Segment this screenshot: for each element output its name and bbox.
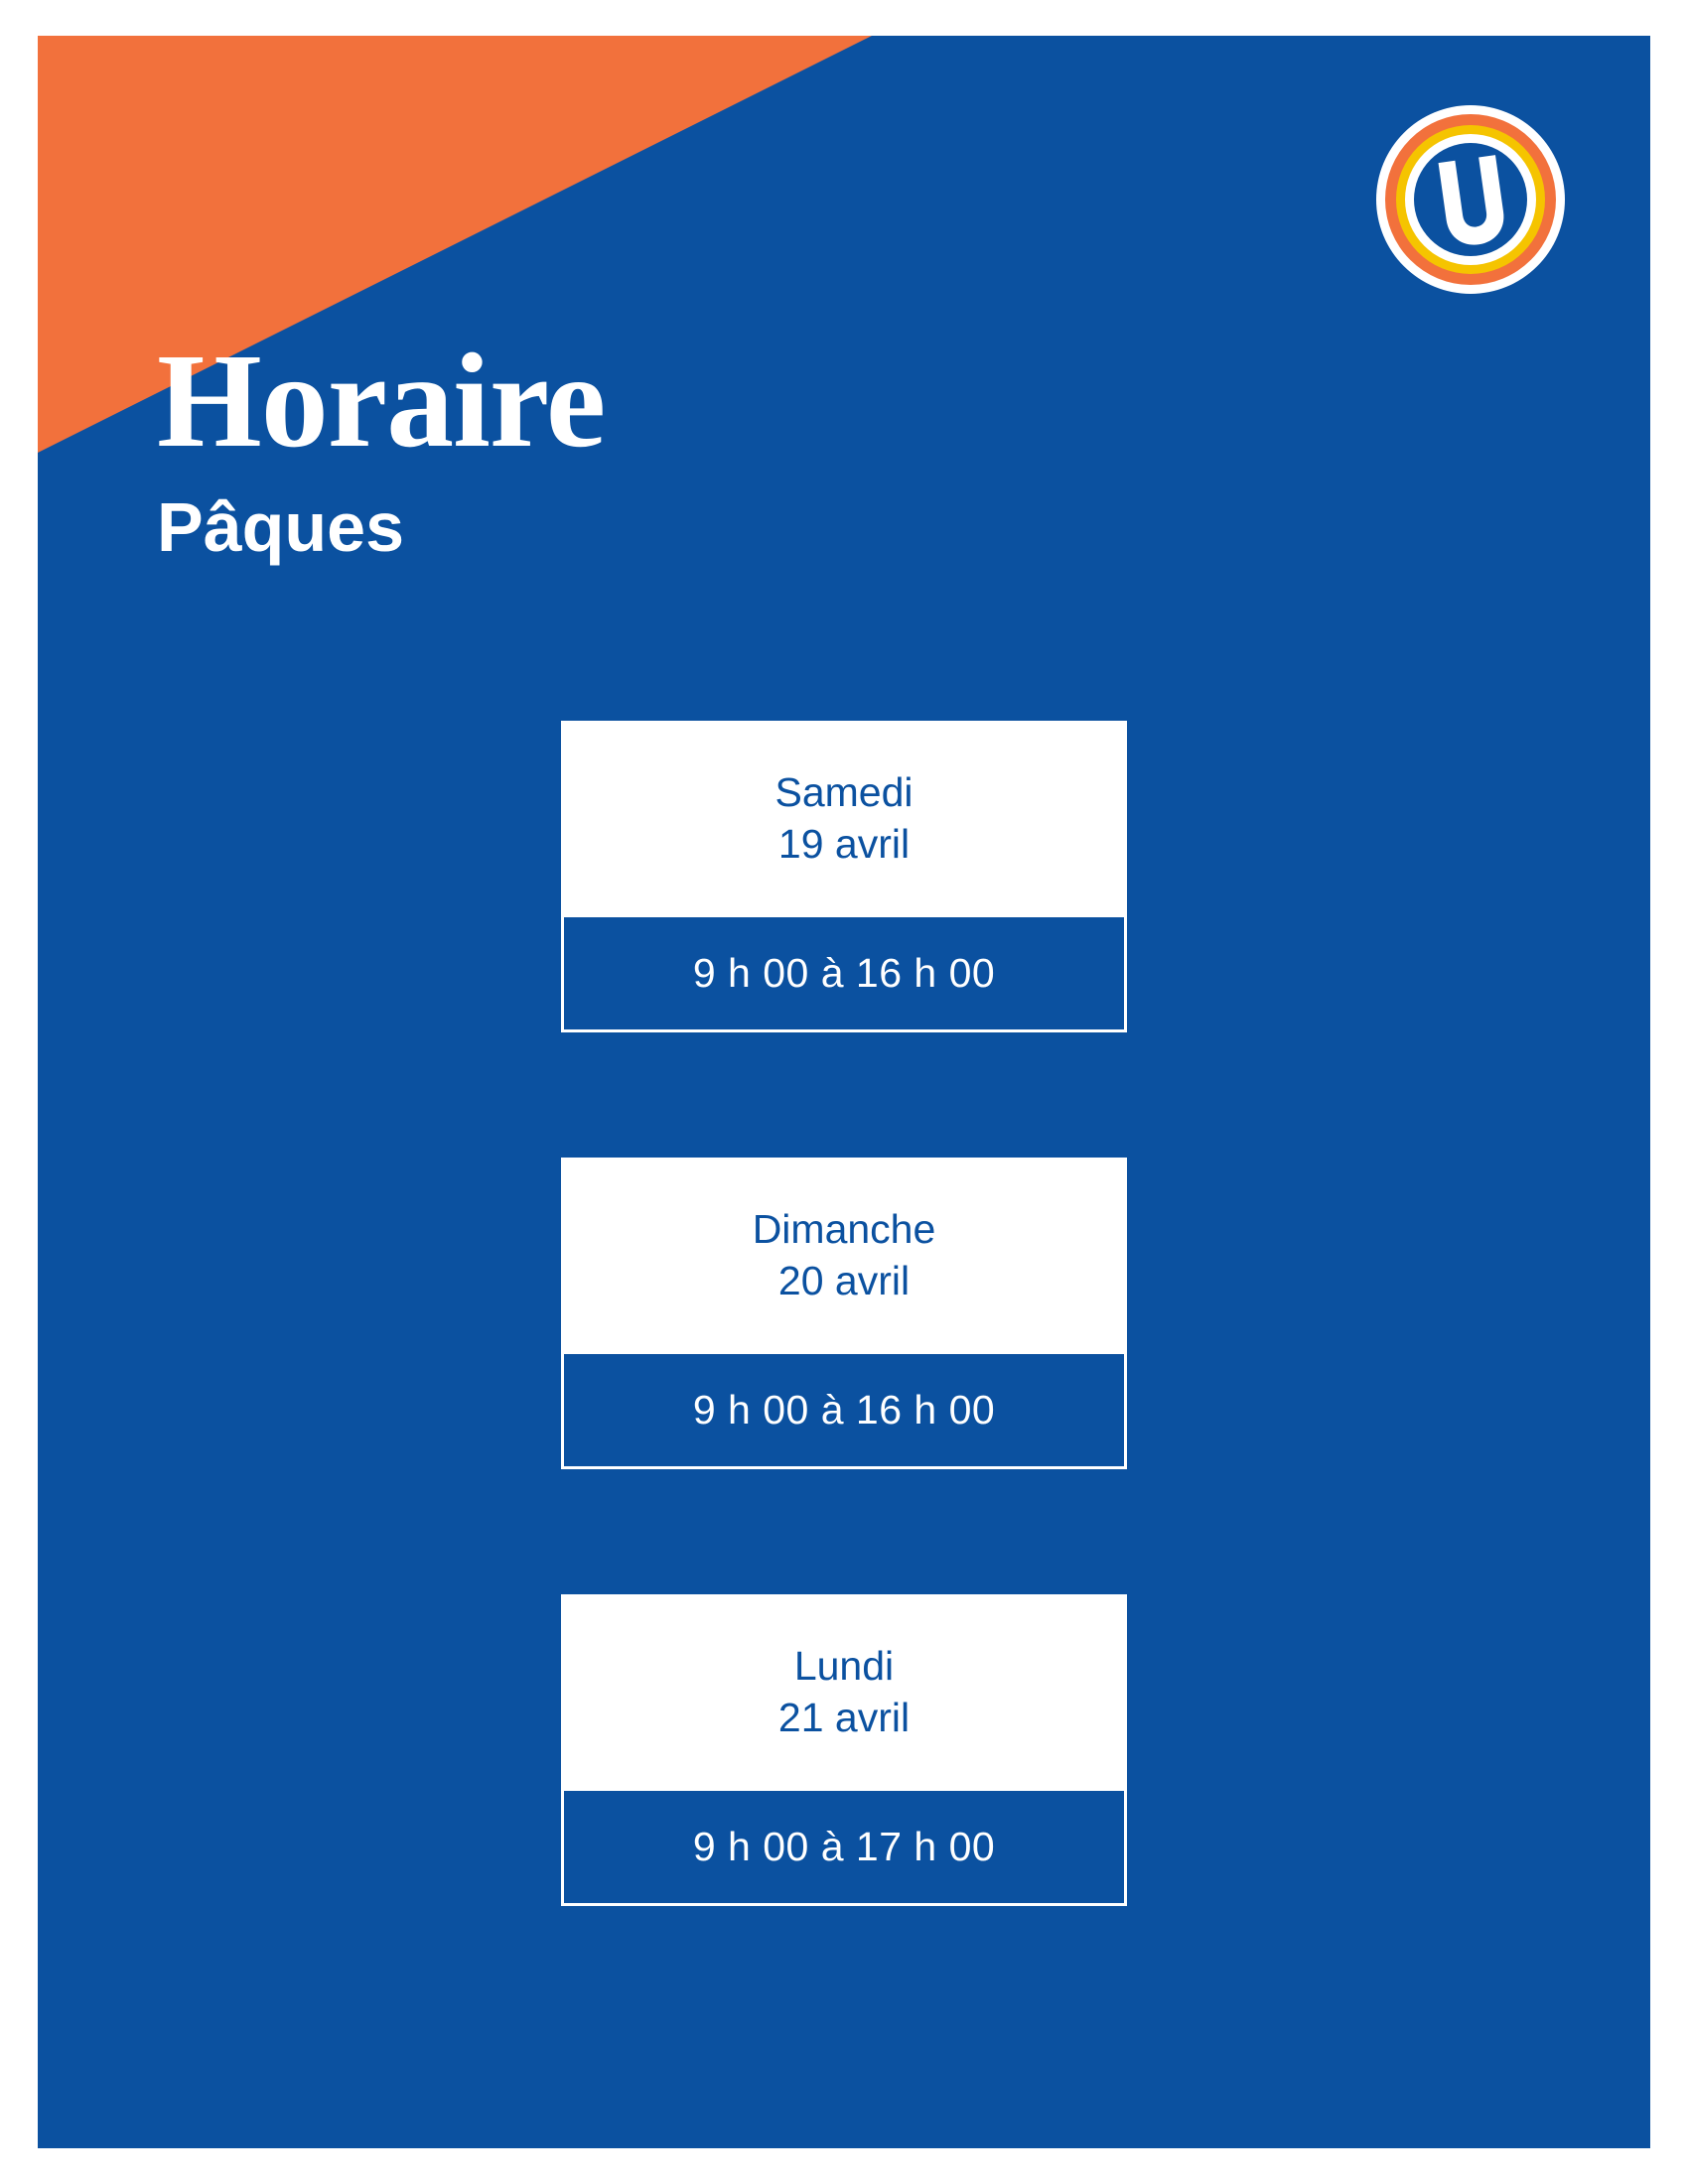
card-day-date: 19 avril bbox=[777, 821, 911, 868]
card-day-name: Samedi bbox=[774, 769, 914, 815]
card-day-name: Lundi bbox=[793, 1642, 895, 1689]
schedule-card bbox=[561, 1158, 1127, 1469]
schedule-list bbox=[38, 721, 1650, 1906]
poster bbox=[38, 36, 1650, 2148]
brand-logo bbox=[1374, 103, 1567, 296]
schedule-card bbox=[561, 1594, 1127, 1906]
card-hours: 9 h 00 à 16 h 00 bbox=[561, 914, 1127, 1032]
card-day-date: 20 avril bbox=[777, 1258, 911, 1304]
card-hours: 9 h 00 à 16 h 00 bbox=[561, 1351, 1127, 1469]
schedule-card bbox=[561, 721, 1127, 1032]
page-subtitle: Pâques bbox=[157, 488, 404, 566]
card-day-date: 21 avril bbox=[777, 1695, 911, 1741]
page-title: Horaire bbox=[157, 327, 606, 476]
card-hours: 9 h 00 à 17 h 00 bbox=[561, 1788, 1127, 1906]
card-day-header bbox=[561, 1158, 1127, 1351]
card-day-name: Dimanche bbox=[752, 1205, 936, 1252]
card-day-header bbox=[561, 1594, 1127, 1788]
title-block bbox=[157, 327, 1051, 566]
card-day-header bbox=[561, 721, 1127, 914]
